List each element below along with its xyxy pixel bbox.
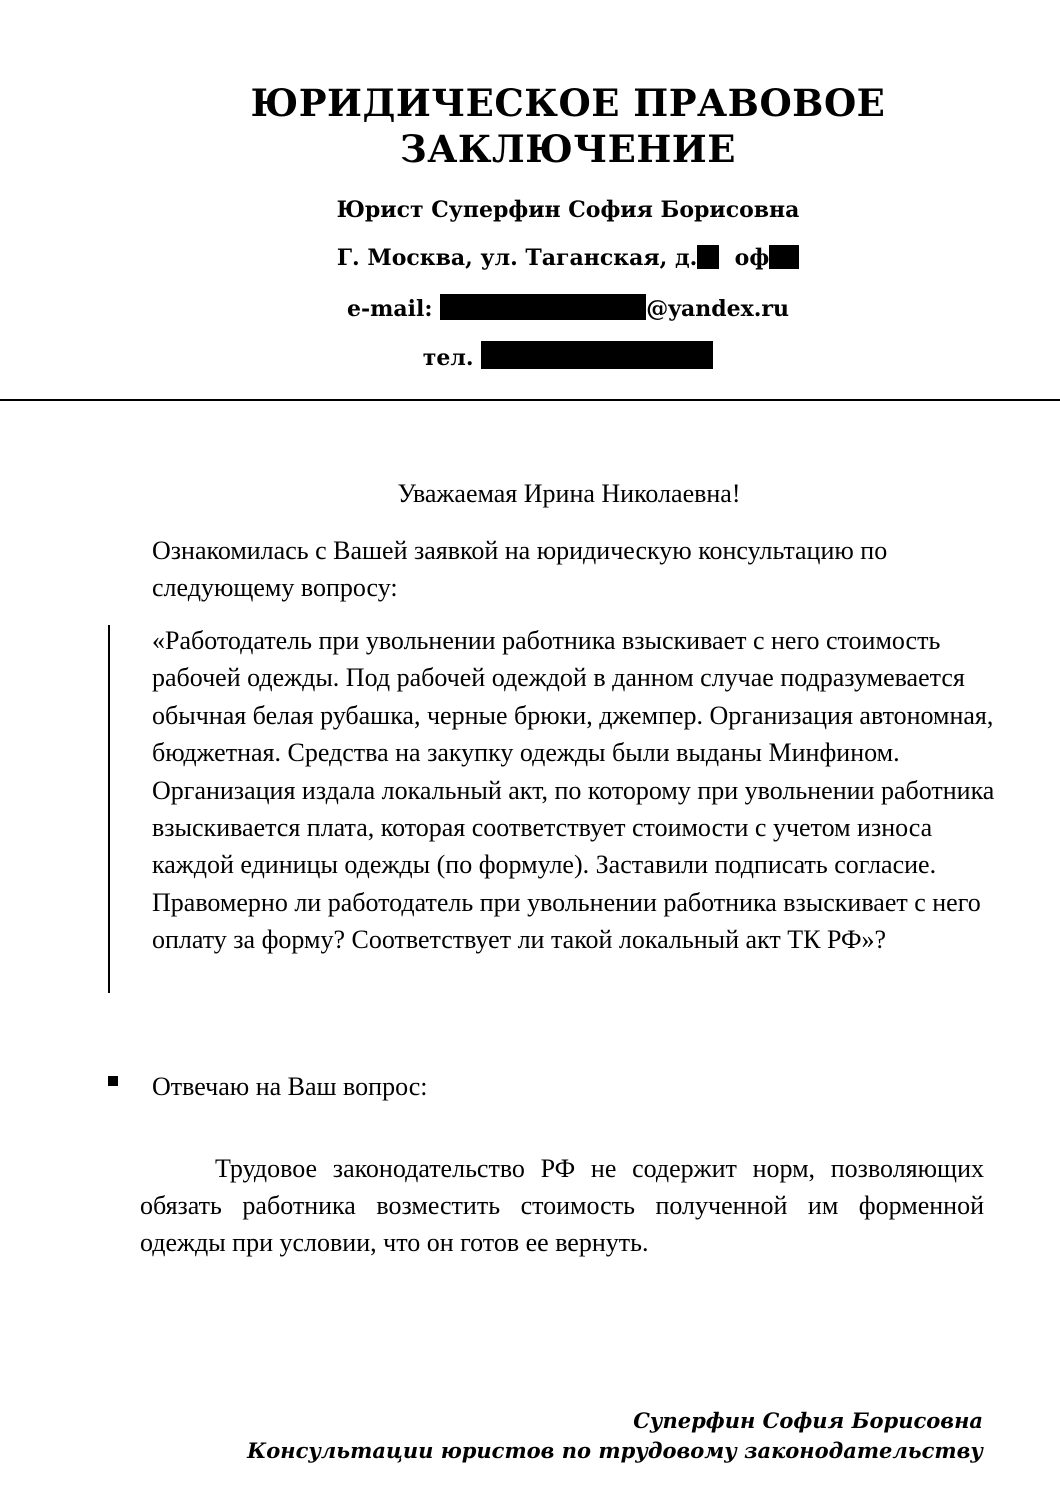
answer-paragraph: Трудовое законодательство РФ не содержит норм, позволяющих обязать работника возместить стоимость полученной им форменной одежды при условии, что он готов ее вернуть.	[140, 1154, 984, 1257]
greeting: Уважаемая Ирина Николаевна!	[397, 479, 741, 508]
document-title	[0, 80, 1060, 172]
answer-label: Отвечаю на Ваш вопрос:	[152, 1072, 428, 1101]
phone-label: тел.	[422, 345, 474, 371]
redacted-email-user	[440, 294, 646, 320]
client-question-quote: «Работодатель при увольнении работника взыскивает с него стоимость рабочей одежды. Под рабочей одеждой в данном случае подразумевается обычная белая рубашка, черные брюки, джемпер. Организация автономная, бюджетная. Средства на закупку одежды были выданы Минфином. Организация издала локальный акт, по которому при увольнении работника взыскивается плата, которая соответствует стоимости с учетом износа каждой единицы одежды (по формуле). Заставили подписать согласие. Правомерно ли работодатель при увольнении работника взыскивает с него оплату за форму? Соответствует ли такой локальный акт ТК РФ»?	[152, 626, 995, 955]
intro-paragraph: Ознакомилась с Вашей заявкой на юридическую консультацию по следующему вопросу:	[152, 536, 888, 602]
address-text: Г. Москва, ул. Таганская, д.	[336, 245, 698, 271]
header-divider	[0, 399, 1060, 401]
bullet-square-icon	[108, 1076, 118, 1086]
title-line-1: ЮРИДИЧЕСКОЕ ПРАВОВОЕ	[250, 81, 886, 125]
phone-line	[0, 341, 1060, 372]
office-label: оф	[734, 245, 770, 271]
signature-subtitle: Консультации юристов по трудовому законодательству	[247, 1438, 983, 1463]
title-line-2: ЗАКЛЮЧЕНИЕ	[400, 127, 736, 171]
email-line	[0, 294, 1060, 323]
email-label: e-mail:	[347, 296, 433, 322]
redacted-phone	[481, 341, 713, 369]
lawyer-name: Юрист Суперфин София Борисовна	[336, 197, 800, 223]
email-domain: @yandex.ru	[646, 296, 789, 322]
quote-bar	[108, 625, 110, 993]
redacted-office-number	[769, 245, 799, 269]
address-line	[0, 244, 1060, 272]
redacted-house-number	[697, 245, 719, 269]
signature-name: Суперфин София Борисовна	[633, 1408, 983, 1433]
